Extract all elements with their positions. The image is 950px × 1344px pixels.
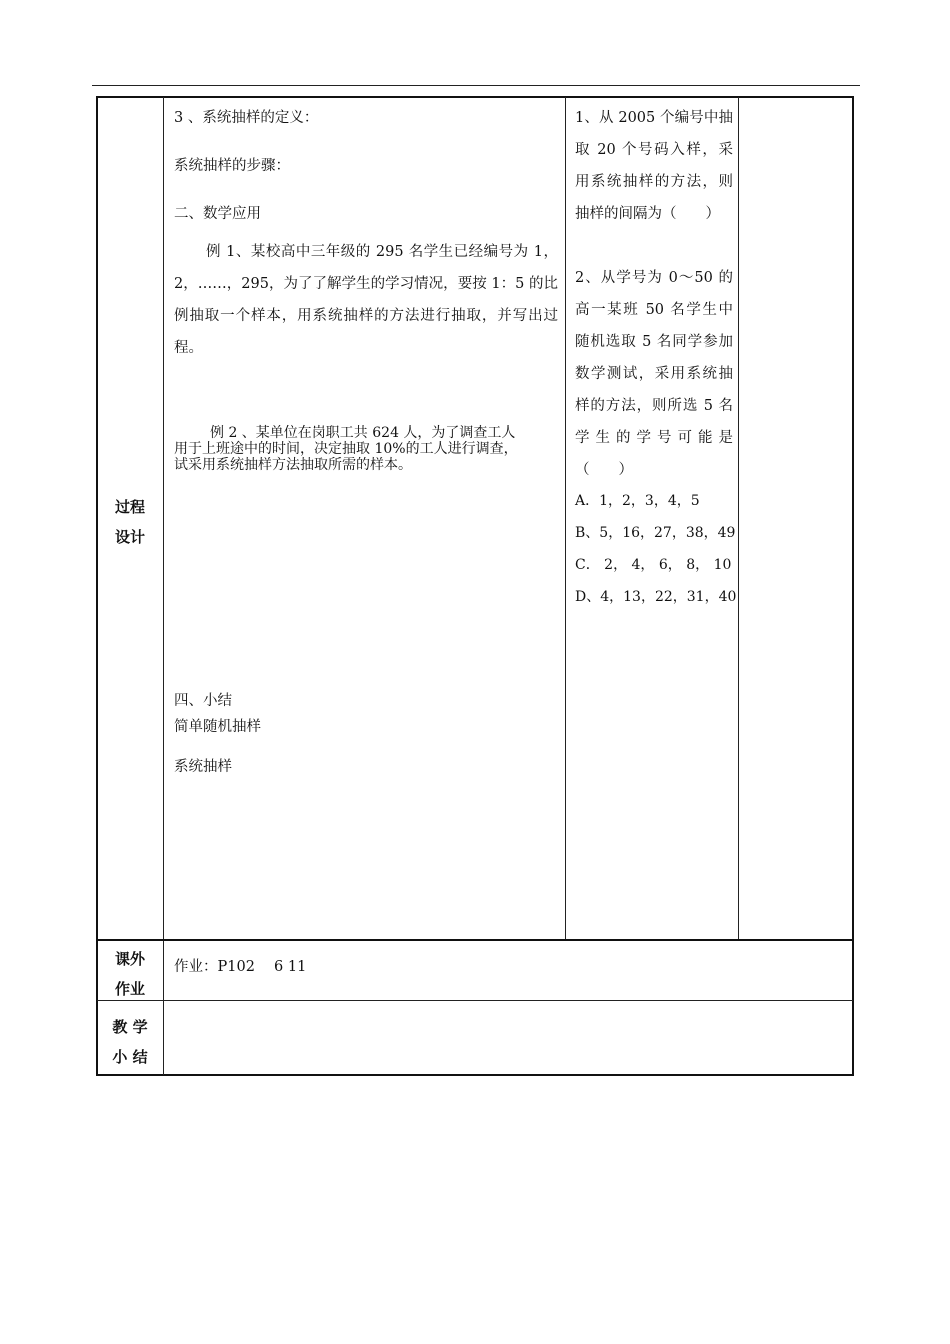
summary-item-simple-random: 简单随机抽样 (174, 719, 261, 735)
reflection-label-line1: 教 学 (112, 1018, 148, 1036)
option-b: B、5，16，27，38，49 (575, 525, 736, 541)
row-divider-reflection (97, 1000, 853, 1001)
definition-heading: 3 、系统抽样的定义： (174, 110, 319, 126)
exercise-column-divider (565, 97, 566, 940)
example-1-text: 例 1、某校高中三年级的 295 名学生已经编号为 1，2，……，295，为了了解学生的学习情况，要按 1：5 的比例抽取一个样本，用系统抽样的方法进行抽取，并写出过程。 (174, 244, 558, 356)
option-a: A．1，2，3，4，5 (575, 493, 700, 509)
steps-heading: 系统抽样的步骤： (174, 158, 290, 174)
exercise-question-2: 2、从学号为 0～50 的高一某班 50 名学生中随机选取 5 名同学参加数学测试，采用系统抽样的方法，则所选 5 名学生的学号可能是 （ ） (575, 270, 748, 478)
example-2-line3: 试采用系统抽样方法抽取所需的样本。 (174, 457, 412, 473)
section-math-application: 二、数学应用 (174, 206, 261, 222)
example-2-line1: 例 2 、某单位在岗职工共 624 人，为了调查工人 (210, 425, 516, 441)
notes-column-divider (738, 97, 739, 940)
example-2-line2: 用于上班途中的时间，决定抽取 10%的工人进行调查， (174, 441, 518, 457)
option-d: D、4，13，22，31，40 (575, 589, 737, 605)
row-divider-homework (97, 939, 853, 941)
section-summary: 四、小结 (174, 693, 232, 709)
homework-label-line2: 作业 (114, 980, 145, 998)
label-column-divider (163, 97, 164, 1075)
process-label-line2: 设计 (114, 528, 145, 546)
reflection-label-line2: 小 结 (112, 1048, 148, 1066)
process-row-label (97, 492, 163, 552)
exercise-question-1: 1、从 2005 个编号中抽取 20 个号码入样，采用系统抽样的方法，则抽样的间隔为（ ） (575, 110, 733, 222)
option-c: C． 2， 4， 6， 8， 10 (575, 557, 732, 573)
process-label-line1: 过程 (114, 498, 145, 516)
homework-label-line1: 课外 (114, 950, 145, 968)
reflection-row-label (97, 1012, 163, 1072)
homework-row-label (97, 944, 163, 1004)
homework-content: 作业：P102 6 11 (174, 959, 307, 975)
header-rule (92, 85, 860, 86)
summary-item-systematic: 系统抽样 (174, 759, 232, 775)
